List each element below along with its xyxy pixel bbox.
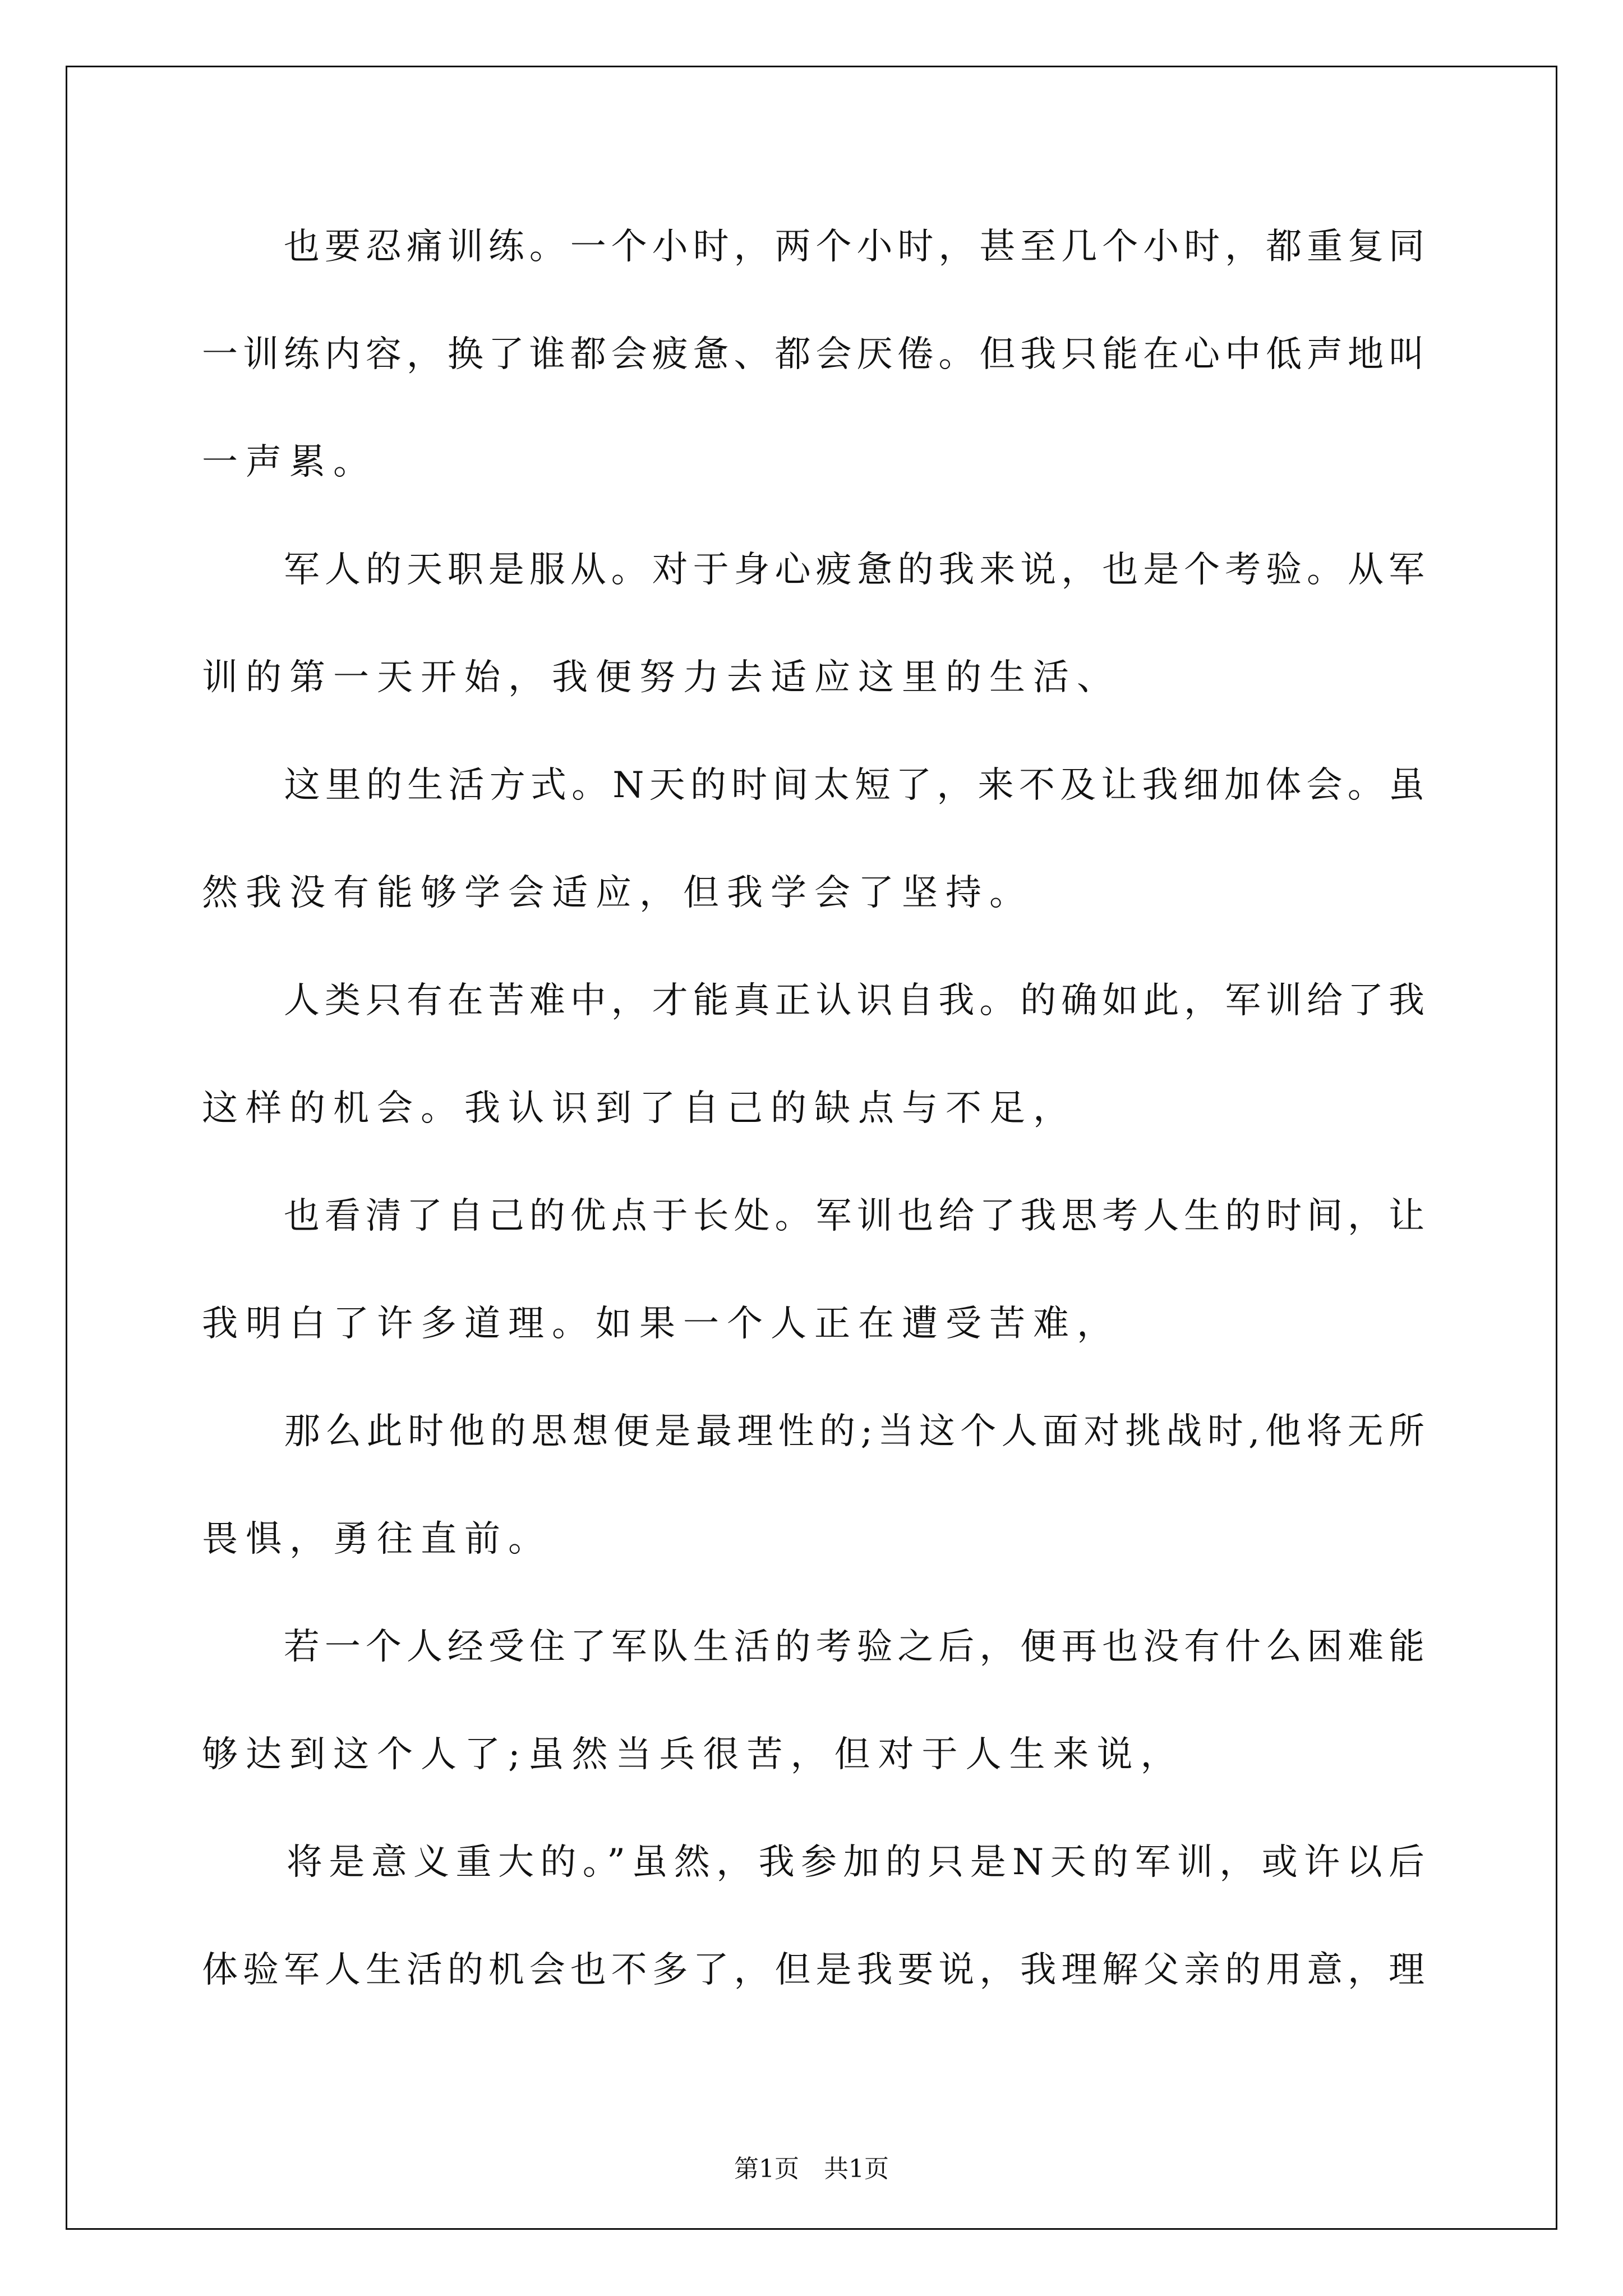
text-line: 然我没有能够学会适应，但我学会了坚持。	[202, 872, 1033, 914]
text-line: 这里的生活方式。N天的时间太短了，来不及让我细加体会。虽	[202, 765, 1424, 806]
text-line: 若一个人经受住了军队生活的考验之后，便再也没有什么困难能	[202, 1626, 1424, 1668]
text-line: 军人的天职是服从。对于身心疲惫的我来说，也是个考验。从军	[202, 549, 1424, 591]
text-line: 这样的机会。我认识到了自己的缺点与不足，	[202, 1088, 1077, 1129]
text-line: 那么此时他的思想便是最理性的;当这个人面对挑战时,他将无所	[202, 1411, 1424, 1452]
text-line: 将是意义重大的。”虽然，我参加的只是N天的军训，或许以后	[202, 1842, 1424, 1883]
page-footer: 第1页 共1页	[734, 2155, 889, 2183]
text-line: 人类只有在苦难中，才能真正认识自我。的确如此，军训给了我	[202, 980, 1424, 1022]
text-line: 也要忍痛训练。一个小时，两个小时，甚至几个小时，都重复同	[202, 226, 1424, 268]
text-line: 一声累。	[202, 441, 377, 483]
text-line: 够达到这个人了;虽然当兵很苦，但对于人生来说，	[202, 1734, 1184, 1775]
text-line: 畏惧，勇往直前。	[202, 1519, 552, 1560]
text-line: 训的第一天开始，我便努力去适应这里的生活、	[202, 657, 1121, 698]
text-line: 体验军人生活的机会也不多了，但是我要说，我理解父亲的用意，理	[202, 1949, 1424, 1991]
page-border	[66, 66, 1557, 2230]
text-line: 一训练内容，换了谁都会疲惫、都会厌倦。但我只能在心中低声地叫	[202, 334, 1424, 375]
text-line: 也看清了自己的优点于长处。军训也给了我思考人生的时间，让	[202, 1195, 1424, 1237]
text-line: 我明白了许多道理。如果一个人正在遭受苦难，	[202, 1303, 1121, 1345]
